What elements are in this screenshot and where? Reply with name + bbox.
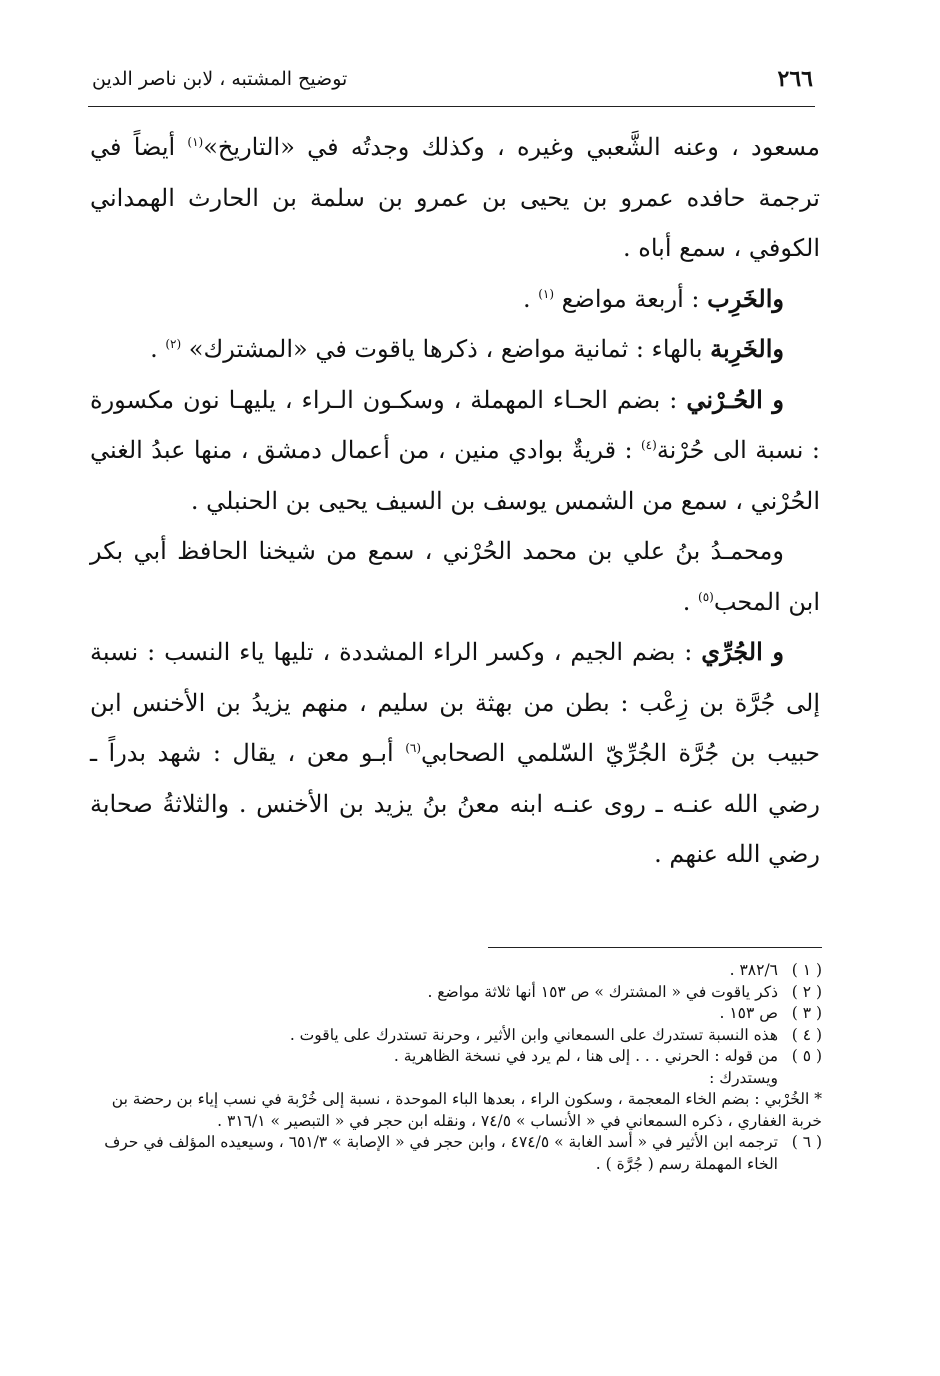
footnote-number: ( ٥ ) (791, 1047, 822, 1065)
footnote-5 (100, 1046, 822, 1068)
entry-kharibah-headword: والخَرِبة (710, 334, 784, 363)
entry-kharibah (90, 324, 820, 375)
entry-muhammad (90, 526, 820, 627)
footnote-5-addendum (100, 1089, 822, 1132)
entry-kharib-headword: والخَرِب (707, 283, 784, 313)
entry-kharib (90, 274, 820, 325)
footnote-ref-4: (٤) (640, 438, 657, 452)
running-title: توضيح المشتبه ، لابن ناصر الدين (92, 68, 348, 90)
footnote-text: ترجمه ابن الأثير في « أسد الغابة » ٤٧٤/٥ ، وابن حجر في « الإصابة » ٦٥١/٣ ، وسيعيده المؤلف في حرف الخاء المهملة رسم ( جُرَّة ) . (104, 1133, 778, 1173)
footnote-text: ص ١٥٣ . (719, 1004, 778, 1022)
entry-kharibah-end: . (150, 335, 166, 363)
entry-jurri (90, 627, 820, 880)
main-text (90, 122, 820, 880)
entry-muhammad-text: ومحمـدُ بنُ علي بن محمد الحُرْني ، سمع من شيخنا الحافظ أبي بكر ابن المحب (90, 537, 820, 616)
footnote-2 (100, 982, 822, 1004)
footnote-text: من قوله : الحرني . . . إلى هنا ، لم يرد في نسخة الظاهرية . (393, 1047, 778, 1065)
entry-kharibah-text: بالهاء : ثمانية مواضع ، ذكرها ياقوت في «المشترك» (181, 335, 711, 363)
footnote-number: ( ٢ ) (791, 982, 822, 1001)
footnote-ref-5: (٥) (698, 589, 714, 604)
footnote-4 (100, 1025, 822, 1047)
footnote-divider (488, 947, 822, 948)
footnote-number: ( ٣ ) (791, 1004, 822, 1022)
footnote-1 (100, 960, 822, 982)
footnote-text: ذكر ياقوت في « المشترك » ص ١٥٣ أنها ثلاثة مواضع . (427, 982, 778, 1001)
paragraph-1 (90, 122, 820, 274)
footnote-ref-6: (٦) (405, 741, 422, 755)
footnotes (100, 960, 822, 1175)
entry-jurri-headword: و الجُرِّي (701, 637, 784, 666)
entry-jurri-rest: أبـو معن ، يقال : شهد بدراً ـ رضي الله عنـه ـ روى عنـه ابنه معنُ بنُ يزيد بن الأخنس . والثلاثةُ صحابة رضي الله عنهم . (90, 739, 820, 868)
footnote-ref-entry-kharib: (١) (538, 286, 555, 301)
footnote-number: ( ٤ ) (791, 1025, 822, 1044)
paragraph-1-text: مسعود ، وعنه الشَّعبي وغيره ، وكذلك وجدتُه في «التاريخ» (203, 133, 820, 161)
page-number: ٢٦٦ (777, 66, 813, 92)
footnote-5-addendum-intro: ويستدرك : (709, 1068, 778, 1087)
footnote-number: ( ١ ) (791, 961, 822, 979)
footnote-text: ٣٨٢/٦ . (729, 961, 778, 979)
footnote-ref-2: (٢) (165, 337, 182, 351)
footnote-number: ( ٦ ) (791, 1133, 822, 1151)
page-header (88, 66, 815, 107)
entry-hurni-headword: و الحُـرْني (686, 384, 784, 414)
footnote-text: هذه النسبة تستدرك على السمعاني وابن الأثير ، وحرنة تستدرك على ياقوت . (289, 1025, 778, 1044)
entry-hurni (90, 375, 820, 527)
footnote-5-addendum-text: * الخُرْبي : بضم الخاء المعجمة ، وسكون الراء ، بعدها الباء الموحدة ، نسبة إلى خُرْبة في نسب إياء بن رحضة بن خربة الغفاري ، ذكره السمعاني في « الأنساب » ٧٤/٥ ، ونقله ابن حجر في « التبصير » ٣١٦/١ . (111, 1090, 822, 1130)
footnote-6 (100, 1132, 822, 1175)
footnote-ref-1: (١) (187, 135, 204, 149)
entry-hurni-rest: : قريةٌ بوادي منين ، من أعمال دمشق ، منها عبدُ الغني الحُرْني ، سمع من الشمس يوسف بن السيف يحيى بن الحنبلي . (90, 436, 820, 515)
footnote-3 (100, 1003, 822, 1025)
entry-hurni-text: : بضم الحـاء المهملة ، وسكـون الـراء ، يليهـا نون مكسورة : نسبة الى حُرْنة (90, 385, 820, 464)
entry-kharib-text: : أربعة مواضع (554, 284, 708, 313)
paragraph-1-rest: أيضاً في ترجمة حافده عمرو بن يحيى بن عمرو بن سلمة بن الحارث الهمداني الكوفي ، سمع أباه . (90, 133, 820, 262)
entry-muhammad-end: . (682, 587, 698, 616)
entry-kharib-end: . (522, 284, 539, 313)
entry-jurri-text: : بضم الجيم ، وكسر الراء المشددة ، تليها ياء النسب : نسبة إلى جُرَّة بن زِعْب : بطن من بهثة بن سليم ، منهم يزيدُ بن الأخنس ابن حبيب بن جُرَّة الجُرِّيّ السّلمي الصحابي (90, 638, 820, 767)
